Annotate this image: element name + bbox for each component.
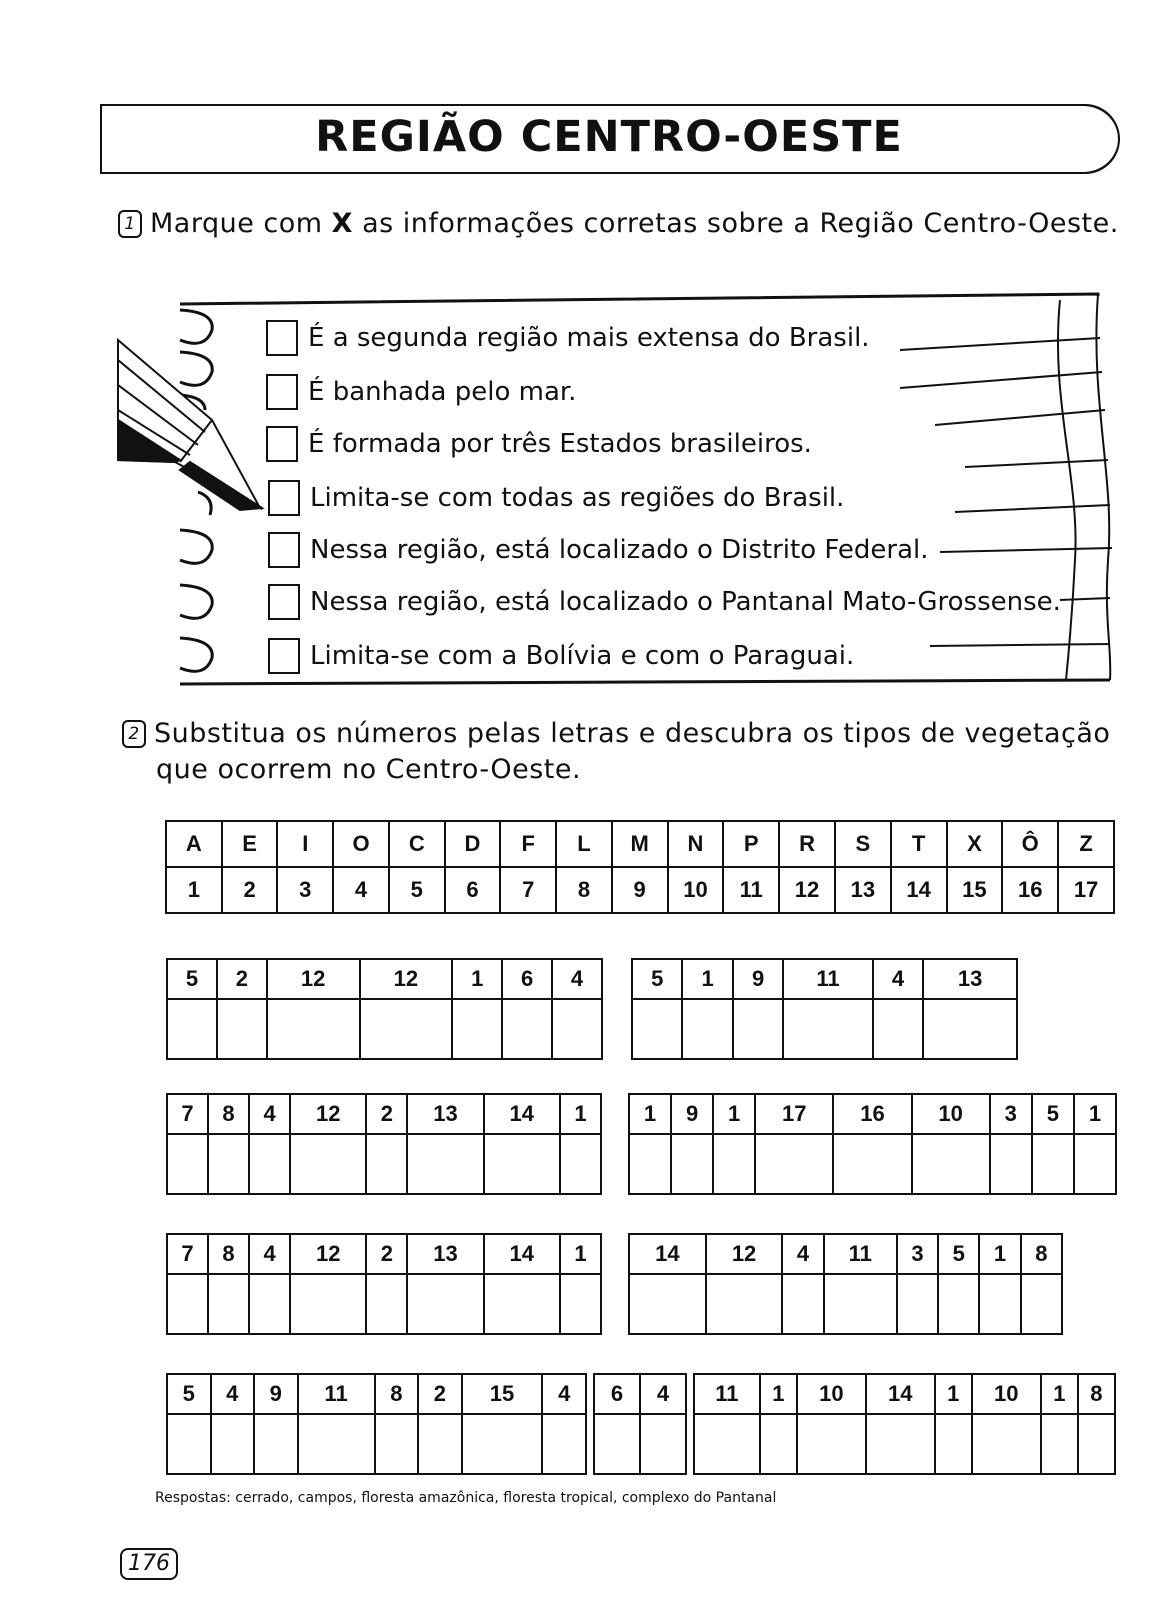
code-number-cell: 14 <box>484 1234 560 1274</box>
code-number-cell: 5 <box>632 959 682 999</box>
code-number-cell: 5 <box>167 1374 211 1414</box>
alphabet-letter-cell: R <box>779 821 835 867</box>
code-number-cell: 4 <box>873 959 923 999</box>
question-2-line-1: Substitua os números pelas letras e descubra os tipos de vegetação <box>154 718 1111 749</box>
code-number-cell: 1 <box>629 1094 671 1134</box>
answer-letter-cell[interactable] <box>167 1134 208 1194</box>
code-number-cell: 9 <box>671 1094 713 1134</box>
code-number-cell: 3 <box>990 1094 1032 1134</box>
answer-letter-cell[interactable] <box>249 1134 290 1194</box>
code-answer-row <box>167 1134 601 1194</box>
answer-letter-cell[interactable] <box>755 1134 833 1194</box>
code-number-cell: 1 <box>560 1094 601 1134</box>
answer-letter-cell[interactable] <box>542 1414 586 1474</box>
code-table <box>628 1093 1117 1195</box>
code-table <box>166 1093 602 1195</box>
alphabet-numbers-row <box>166 867 1114 913</box>
code-number-cell: 1 <box>1041 1374 1078 1414</box>
code-number-cell: 1 <box>1074 1094 1116 1134</box>
alphabet-number-cell: 5 <box>389 867 445 913</box>
answer-letter-cell[interactable] <box>552 999 602 1059</box>
code-number-cell: 2 <box>366 1234 407 1274</box>
code-number-cell: 8 <box>1021 1234 1062 1274</box>
code-number-cell: 14 <box>866 1374 935 1414</box>
code-number-cell: 12 <box>360 959 453 999</box>
alphabet-number-cell: 15 <box>947 867 1003 913</box>
code-number-cell: 6 <box>594 1374 640 1414</box>
alphabet-number-cell: 7 <box>500 867 556 913</box>
code-table <box>693 1373 1116 1475</box>
code-numbers-row <box>167 959 602 999</box>
alphabet-letters-row <box>166 821 1114 867</box>
answer-letter-cell[interactable] <box>979 1274 1020 1334</box>
code-number-cell: 4 <box>640 1374 686 1414</box>
alphabet-letter-cell: C <box>389 821 445 867</box>
alphabet-number-cell: 3 <box>277 867 333 913</box>
alphabet-number-cell: 13 <box>835 867 891 913</box>
checkbox[interactable] <box>266 426 298 462</box>
answer-letter-cell[interactable] <box>254 1414 298 1474</box>
alphabet-letter-cell: A <box>166 821 222 867</box>
code-number-cell: 11 <box>694 1374 760 1414</box>
question-1-text-bold: X <box>331 208 353 239</box>
code-number-cell: 16 <box>833 1094 911 1134</box>
code-number-cell: 8 <box>375 1374 419 1414</box>
alphabet-letter-cell: N <box>668 821 724 867</box>
code-number-cell: 13 <box>407 1234 483 1274</box>
checklist-item-label: Nessa região, está localizado o Pantanal Mato-Grossense. <box>310 587 1061 617</box>
checklist-item[interactable] <box>268 530 929 570</box>
code-answer-row <box>167 1414 586 1474</box>
answer-letter-cell[interactable] <box>290 1134 366 1194</box>
checklist-item[interactable] <box>266 372 576 412</box>
answer-letter-cell[interactable] <box>990 1134 1032 1194</box>
question-2-line-2: que ocorrem no Centro-Oeste. <box>156 754 582 785</box>
code-number-cell: 1 <box>713 1094 755 1134</box>
code-numbers-row <box>629 1094 1116 1134</box>
alphabet-number-cell: 1 <box>166 867 222 913</box>
code-number-cell: 12 <box>290 1094 366 1134</box>
answer-letter-cell[interactable] <box>640 1414 686 1474</box>
code-answer-row <box>629 1134 1116 1194</box>
alphabet-number-cell: 17 <box>1058 867 1114 913</box>
code-number-cell: 4 <box>211 1374 255 1414</box>
code-number-cell: 10 <box>972 1374 1041 1414</box>
answer-letter-cell[interactable] <box>407 1274 483 1334</box>
code-numbers-row <box>167 1234 601 1274</box>
alphabet-letter-cell: S <box>835 821 891 867</box>
answer-letter-cell[interactable] <box>208 1134 249 1194</box>
code-number-cell: 1 <box>560 1234 601 1274</box>
code-table <box>166 1233 602 1335</box>
answer-letter-cell[interactable] <box>632 999 682 1059</box>
page-title: REGIÃO CENTRO-OESTE <box>315 112 903 162</box>
alphabet-letter-cell: F <box>500 821 556 867</box>
alphabet-letter-cell: Ô <box>1002 821 1058 867</box>
code-number-cell: 4 <box>249 1234 290 1274</box>
alphabet-letter-cell: E <box>222 821 278 867</box>
code-number-cell: 2 <box>217 959 267 999</box>
answer-letter-cell[interactable] <box>694 1414 760 1474</box>
code-number-cell: 1 <box>682 959 732 999</box>
code-number-cell: 7 <box>167 1094 208 1134</box>
question-1-number: 1 <box>118 210 142 238</box>
answer-letter-cell[interactable] <box>249 1274 290 1334</box>
answer-letter-cell[interactable] <box>713 1134 755 1194</box>
checklist-item[interactable] <box>268 636 854 676</box>
answer-letter-cell[interactable] <box>594 1414 640 1474</box>
code-number-cell: 5 <box>167 959 217 999</box>
page-number: 176 <box>120 1548 178 1580</box>
alphabet-number-cell: 12 <box>779 867 835 913</box>
answer-letter-cell[interactable] <box>211 1414 255 1474</box>
answer-letter-cell[interactable] <box>873 999 923 1059</box>
code-answer-row <box>694 1414 1115 1474</box>
code-numbers-row <box>594 1374 686 1414</box>
answer-letter-cell[interactable] <box>167 1274 208 1334</box>
code-number-cell: 4 <box>782 1234 823 1274</box>
code-number-cell: 1 <box>979 1234 1020 1274</box>
checklist-item[interactable] <box>266 318 870 358</box>
code-numbers-row <box>629 1234 1062 1274</box>
answer-letter-cell[interactable] <box>1041 1414 1078 1474</box>
answer-letter-cell[interactable] <box>783 999 872 1059</box>
alphabet-number-cell: 2 <box>222 867 278 913</box>
code-number-cell: 5 <box>1032 1094 1074 1134</box>
checklist-item[interactable] <box>266 424 812 464</box>
answer-letter-cell[interactable] <box>897 1274 938 1334</box>
answer-letter-cell[interactable] <box>360 999 453 1059</box>
checklist-item[interactable] <box>268 478 844 518</box>
code-answer-row <box>632 999 1017 1059</box>
answer-letter-cell[interactable] <box>484 1134 560 1194</box>
answer-letter-cell[interactable] <box>217 999 267 1059</box>
code-numbers-row <box>632 959 1017 999</box>
code-number-cell: 17 <box>755 1094 833 1134</box>
code-number-cell: 1 <box>935 1374 972 1414</box>
code-number-cell: 2 <box>418 1374 462 1414</box>
code-number-cell: 4 <box>542 1374 586 1414</box>
alphabet-letter-cell: D <box>445 821 501 867</box>
code-answer-row <box>167 1274 601 1334</box>
code-number-cell: 11 <box>783 959 872 999</box>
answer-letter-cell[interactable] <box>671 1134 713 1194</box>
answer-letter-cell[interactable] <box>824 1274 897 1334</box>
checkbox[interactable] <box>268 532 300 568</box>
alphabet-number-cell: 14 <box>891 867 947 913</box>
code-answer-row <box>167 999 602 1059</box>
code-number-cell: 9 <box>733 959 783 999</box>
code-table <box>593 1373 687 1475</box>
code-number-cell: 12 <box>290 1234 366 1274</box>
alphabet-number-cell: 16 <box>1002 867 1058 913</box>
answer-letter-cell[interactable] <box>298 1414 375 1474</box>
code-table <box>631 958 1018 1060</box>
code-number-cell: 3 <box>897 1234 938 1274</box>
code-number-cell: 10 <box>797 1374 866 1414</box>
alphabet-number-cell: 8 <box>556 867 612 913</box>
answer-letter-cell[interactable] <box>797 1414 866 1474</box>
code-number-cell: 4 <box>552 959 602 999</box>
alphabet-letter-cell: O <box>333 821 389 867</box>
code-number-cell: 8 <box>1078 1374 1115 1414</box>
answers-note: Respostas: cerrado, campos, floresta amazônica, floresta tropical, complexo do Pantanal <box>155 1490 777 1506</box>
checklist-item-label: É a segunda região mais extensa do Brasil. <box>308 323 870 353</box>
answer-letter-cell[interactable] <box>366 1134 407 1194</box>
answer-letter-cell[interactable] <box>760 1414 797 1474</box>
code-number-cell: 10 <box>912 1094 990 1134</box>
code-number-cell: 14 <box>484 1094 560 1134</box>
code-number-cell: 8 <box>208 1234 249 1274</box>
checklist-item-label: É formada por três Estados brasileiros. <box>308 429 812 459</box>
code-number-cell: 11 <box>824 1234 897 1274</box>
code-number-cell: 1 <box>452 959 502 999</box>
answer-letter-cell[interactable] <box>366 1274 407 1334</box>
answer-letter-cell[interactable] <box>833 1134 911 1194</box>
answer-letter-cell[interactable] <box>462 1414 543 1474</box>
code-answer-row <box>629 1274 1062 1334</box>
alphabet-letter-cell: Z <box>1058 821 1114 867</box>
alphabet-number-cell: 6 <box>445 867 501 913</box>
code-number-cell: 15 <box>462 1374 543 1414</box>
alphabet-letter-cell: X <box>947 821 1003 867</box>
code-numbers-row <box>694 1374 1115 1414</box>
answer-letter-cell[interactable] <box>1032 1134 1074 1194</box>
checklist-item[interactable] <box>268 582 1061 622</box>
code-number-cell: 6 <box>502 959 552 999</box>
answer-letter-cell[interactable] <box>935 1414 972 1474</box>
code-table <box>628 1233 1063 1335</box>
answer-letter-cell[interactable] <box>267 999 360 1059</box>
answer-letter-cell[interactable] <box>972 1414 1041 1474</box>
answer-letter-cell[interactable] <box>484 1274 560 1334</box>
answer-letter-cell[interactable] <box>733 999 783 1059</box>
code-number-cell: 12 <box>267 959 360 999</box>
alphabet-key-table <box>165 820 1115 914</box>
checkbox[interactable] <box>268 638 300 674</box>
answer-letter-cell[interactable] <box>706 1274 783 1334</box>
answer-letter-cell[interactable] <box>407 1134 483 1194</box>
answer-letter-cell[interactable] <box>208 1274 249 1334</box>
question-2-number: 2 <box>122 720 146 748</box>
checkbox[interactable] <box>268 480 300 516</box>
code-number-cell: 5 <box>938 1234 979 1274</box>
checklist-item-label: Limita-se com todas as regiões do Brasil. <box>310 483 845 513</box>
checklist-item-label: Nessa região, está localizado o Distrito Federal. <box>310 535 929 565</box>
alphabet-letter-cell: T <box>891 821 947 867</box>
answer-letter-cell[interactable] <box>418 1414 462 1474</box>
code-numbers-row <box>167 1094 601 1134</box>
answer-letter-cell[interactable] <box>560 1274 601 1334</box>
alphabet-number-cell: 9 <box>612 867 668 913</box>
code-number-cell: 1 <box>760 1374 797 1414</box>
answer-letter-cell[interactable] <box>629 1134 671 1194</box>
answer-letter-cell[interactable] <box>375 1414 419 1474</box>
question-1-text-after: as informações corretas sobre a Região Centro-Oeste. <box>353 208 1119 239</box>
checklist-item-label: Limita-se com a Bolívia e com o Paraguai. <box>310 641 855 671</box>
answer-letter-cell[interactable] <box>452 999 502 1059</box>
checkbox[interactable] <box>266 320 298 356</box>
alphabet-number-cell: 4 <box>333 867 389 913</box>
answer-letter-cell[interactable] <box>912 1134 990 1194</box>
code-number-cell: 7 <box>167 1234 208 1274</box>
code-numbers-row <box>167 1374 586 1414</box>
alphabet-letter-cell: M <box>612 821 668 867</box>
code-table <box>166 1373 587 1475</box>
answer-letter-cell[interactable] <box>866 1414 935 1474</box>
code-number-cell: 14 <box>629 1234 706 1274</box>
alphabet-letter-cell: I <box>277 821 333 867</box>
answer-letter-cell[interactable] <box>560 1134 601 1194</box>
answer-letter-cell[interactable] <box>1078 1414 1115 1474</box>
answer-letter-cell[interactable] <box>290 1274 366 1334</box>
answer-letter-cell[interactable] <box>629 1274 706 1334</box>
answer-letter-cell[interactable] <box>167 999 217 1059</box>
alphabet-number-cell: 11 <box>723 867 779 913</box>
answer-letter-cell[interactable] <box>1074 1134 1116 1194</box>
code-answer-row <box>594 1414 686 1474</box>
checkbox[interactable] <box>268 584 300 620</box>
checkbox[interactable] <box>266 374 298 410</box>
answer-letter-cell[interactable] <box>938 1274 979 1334</box>
code-number-cell: 9 <box>254 1374 298 1414</box>
code-number-cell: 4 <box>249 1094 290 1134</box>
answer-letter-cell[interactable] <box>1021 1274 1062 1334</box>
code-number-cell: 8 <box>208 1094 249 1134</box>
code-table <box>166 958 603 1060</box>
answer-letter-cell[interactable] <box>923 999 1017 1059</box>
answer-letter-cell[interactable] <box>682 999 732 1059</box>
checklist-item-label: É banhada pelo mar. <box>308 377 577 407</box>
code-number-cell: 13 <box>407 1094 483 1134</box>
code-number-cell: 2 <box>366 1094 407 1134</box>
answer-letter-cell[interactable] <box>502 999 552 1059</box>
alphabet-number-cell: 10 <box>668 867 724 913</box>
question-2 <box>122 716 1122 788</box>
alphabet-letter-cell: L <box>556 821 612 867</box>
answer-letter-cell[interactable] <box>167 1414 211 1474</box>
answer-letter-cell[interactable] <box>782 1274 823 1334</box>
alphabet-letter-cell: P <box>723 821 779 867</box>
code-number-cell: 13 <box>923 959 1017 999</box>
code-number-cell: 11 <box>298 1374 375 1414</box>
code-number-cell: 12 <box>706 1234 783 1274</box>
question-1-text-before: Marque com <box>150 208 332 239</box>
